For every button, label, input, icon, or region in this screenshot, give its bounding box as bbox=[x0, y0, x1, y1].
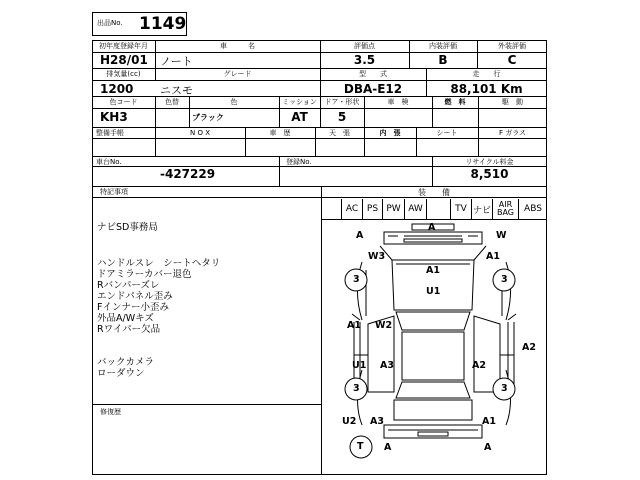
equip-pw: PW bbox=[382, 199, 404, 219]
equip-blank bbox=[426, 199, 450, 219]
code-a2-side: A2 bbox=[522, 342, 536, 353]
note-line: バックカメラ bbox=[97, 357, 155, 368]
equip-ac: AC bbox=[341, 199, 362, 219]
seat-label: シート bbox=[436, 129, 458, 137]
color-code-label: 色コード bbox=[109, 98, 138, 106]
reg-date-value: H28/01 bbox=[100, 53, 148, 67]
mission-label: ミッション bbox=[282, 98, 317, 106]
fuel-label: 燃 料 bbox=[444, 98, 466, 106]
lot-number: 1149 bbox=[139, 14, 187, 34]
doors-value: 5 bbox=[337, 110, 347, 124]
equip-abs: ABS bbox=[518, 199, 547, 219]
nox-label: N O X bbox=[190, 129, 210, 137]
equip-ps: PS bbox=[362, 199, 382, 219]
code-u1-rear-door: U1 bbox=[352, 360, 367, 371]
notes-list bbox=[97, 258, 220, 335]
repair-history-title: 修復歴 bbox=[100, 408, 121, 416]
equip-navi: ナビ bbox=[471, 199, 492, 219]
code-front-a2: A bbox=[428, 222, 436, 233]
reg-date-label: 初年度登録年月 bbox=[99, 42, 148, 50]
drive-label: 駆 動 bbox=[502, 98, 523, 106]
code-a1-rear: A1 bbox=[482, 416, 496, 427]
color-label: 色 bbox=[230, 98, 238, 106]
code-tire-rl: 3 bbox=[353, 383, 360, 394]
interior-trim-label: 内 張 bbox=[379, 129, 401, 137]
note-line-1: ナビSD事務局 bbox=[97, 222, 158, 233]
chassis-value: -427229 bbox=[160, 167, 216, 181]
equipment-row bbox=[341, 199, 547, 219]
mission-value: AT bbox=[291, 110, 308, 124]
note-line: Fインナー小歪み bbox=[97, 302, 169, 313]
doors-label: ドア・形状 bbox=[324, 98, 360, 106]
lot-box bbox=[92, 12, 187, 36]
note-line: ドアミラーカバー退色 bbox=[97, 269, 192, 280]
code-tire-rr: 3 bbox=[501, 383, 508, 394]
note-line: Rワイパー欠品 bbox=[97, 324, 161, 335]
glass-label: F ガラス bbox=[498, 129, 527, 137]
equip-tv: TV bbox=[450, 199, 471, 219]
exterior-score-label: 外装評価 bbox=[498, 42, 526, 50]
code-tire-fl: 3 bbox=[353, 274, 360, 285]
score-label: 評価点 bbox=[354, 42, 375, 50]
note-line: ローダウン bbox=[97, 368, 145, 379]
car-damage-diagram bbox=[322, 220, 546, 474]
notes-list-2 bbox=[97, 357, 154, 379]
score-value: 3.5 bbox=[353, 53, 376, 67]
code-a1-hood: A1 bbox=[426, 265, 440, 276]
code-tire-fr: 3 bbox=[501, 274, 508, 285]
code-a1-front-door: A1 bbox=[347, 320, 361, 331]
recycle-value: 8,510 bbox=[470, 167, 509, 181]
regno-label: 登録No. bbox=[286, 158, 312, 166]
model-value: DBA-E12 bbox=[343, 82, 403, 96]
car-name-value: ノート bbox=[160, 55, 193, 68]
code-a3-rear: A3 bbox=[370, 416, 384, 427]
interior-score-value: B bbox=[438, 53, 448, 67]
mileage-value: 88,101 Km bbox=[450, 82, 523, 96]
code-front-w: W bbox=[496, 230, 507, 241]
code-u1-hood: U1 bbox=[426, 286, 441, 297]
color-code-value: KH3 bbox=[100, 110, 128, 124]
displacement-value: 1200 bbox=[100, 82, 134, 96]
interior-color-label: 色替 bbox=[165, 98, 179, 106]
mileage-label: 走 行 bbox=[472, 70, 501, 78]
equipment-title: 装 備 bbox=[418, 188, 450, 197]
sunroof-label: 天 張 bbox=[329, 129, 350, 137]
code-w3: W3 bbox=[368, 251, 386, 262]
chassis-label: 車台No. bbox=[96, 158, 122, 166]
code-u2: U2 bbox=[342, 416, 357, 427]
interior-score-label: 内装評価 bbox=[429, 42, 457, 50]
manual-label: 整備手帳 bbox=[96, 129, 124, 137]
note-line: エンドパネル歪み bbox=[97, 291, 173, 302]
inspection-label: 車 検 bbox=[387, 98, 409, 106]
code-w2: W2 bbox=[375, 320, 393, 331]
code-rear-a2: A bbox=[484, 442, 492, 453]
code-a1-front-right: A1 bbox=[486, 251, 500, 262]
equip-aw: AW bbox=[404, 199, 426, 219]
color-value: ブラック bbox=[192, 113, 224, 122]
notes-title: 特記事項 bbox=[100, 188, 128, 196]
exterior-score-value: C bbox=[507, 53, 517, 67]
lot-label: 出品No. bbox=[97, 19, 123, 27]
note-line: ハンドルスレ シートヘタリ bbox=[97, 258, 221, 269]
code-a3-rear-door: A3 bbox=[380, 360, 394, 371]
history-label: 車 歴 bbox=[269, 129, 291, 137]
recycle-label: リサイクル料金 bbox=[465, 158, 514, 166]
displacement-label: 排気量(cc) bbox=[106, 70, 141, 78]
code-t-spare: T bbox=[357, 441, 364, 452]
note-line: Rバンパーズレ bbox=[97, 280, 160, 291]
code-rear-a: A bbox=[384, 442, 392, 453]
model-label: 型 式 bbox=[359, 70, 387, 78]
grade-label: グレード bbox=[223, 70, 252, 78]
code-a2-rear-fender: A2 bbox=[472, 360, 486, 371]
equip-airbag: AIR BAG bbox=[492, 199, 518, 219]
car-name-label: 車 名 bbox=[220, 42, 255, 50]
note-line: 外品A/Wキズ bbox=[97, 313, 154, 324]
code-front-a: A bbox=[356, 230, 364, 241]
grade-value: ニスモ bbox=[160, 84, 193, 97]
